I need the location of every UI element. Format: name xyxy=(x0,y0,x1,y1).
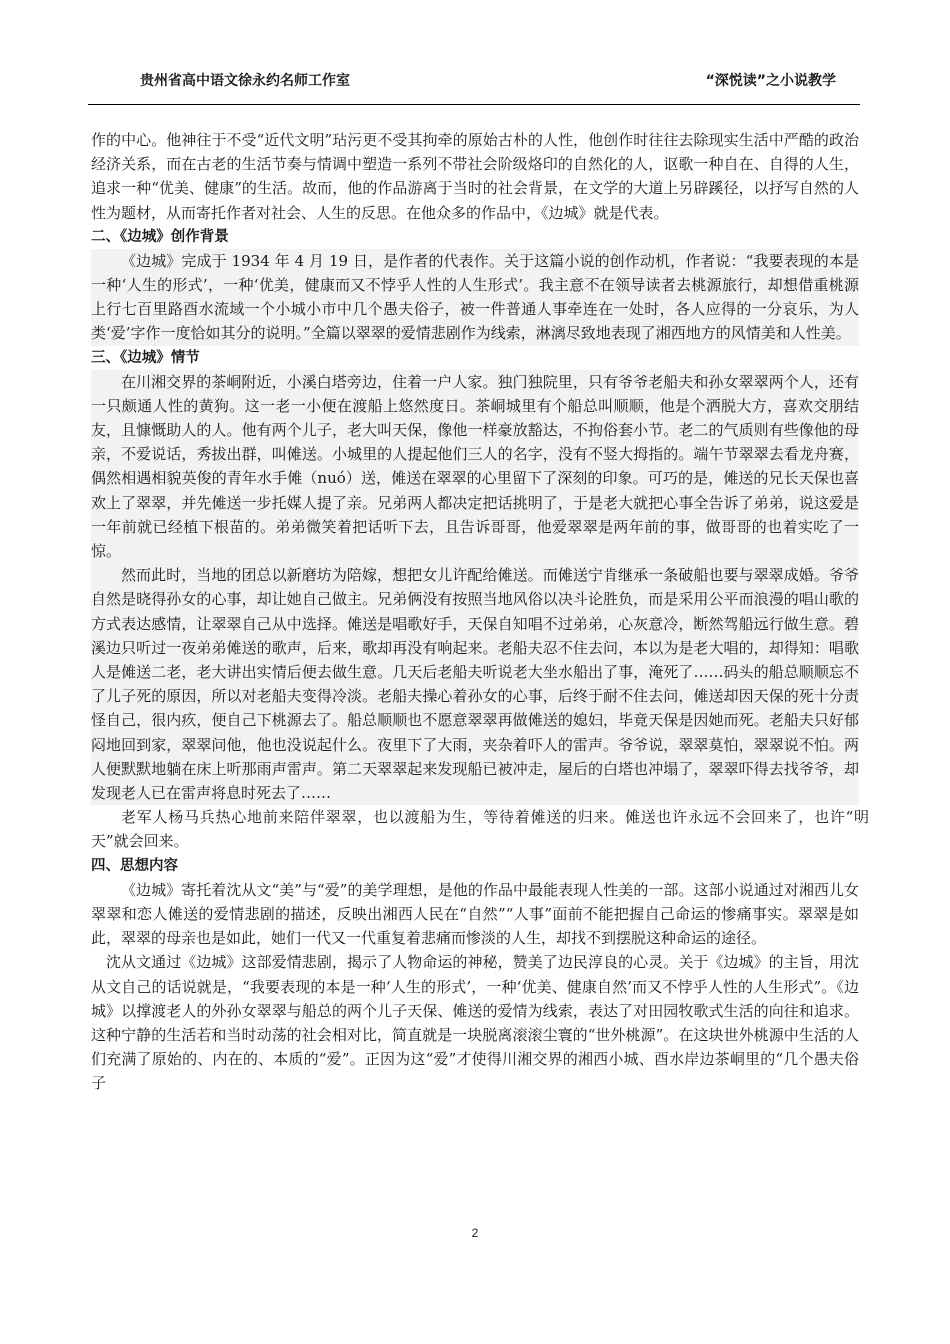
page-header xyxy=(88,68,860,105)
page-number: 2 xyxy=(471,1226,479,1240)
page-body xyxy=(91,128,869,1096)
intro-paragraph: 作的中心。他神往于不受“近代文明”玷污更不受其拘牵的原始古朴的人性，他创作时往往去除现实生活中严酷的政治经济关系，而在古老的生活节奏与情调中塑造一系列不带社会阶级烙印的自然化的人，讴歌一种自在、自得的人生，追求一种“优美、健康”的生活。故而，他的作品游离于当时的社会背景，在文学的大道上另辟蹊径，以抒写自然的人性为题材，从而寄托作者对社会、人生的反思。在他众多的作品中，《边城》就是代表。 xyxy=(91,131,859,222)
ideas-paragraph-2: 沈从文通过《边城》这部爱情悲剧，揭示了人物命运的神秘，赞美了边民淳良的心灵。关于《边城》的主旨，用沈从文自己的话说就是，“我要表现的本是一种‘人生的形式’，一种‘优美、健康自然’而又不悖乎人性的人生形式”。《边城》以撑渡老人的外孙女翠翠与船总的两个儿子天保、傩送的爱情为线索，表达了对田园牧歌式生活的向往和追求。这种宁静的生活若和当时动荡的社会相对比，简直就是一块脱离滚滚尘寰的“世外桃源”。在这块世外桃源中生活的人们充满了原始的、内在的、本质的“爱”。正因为这“爱”才使得川湘交界的湘西小城、酉水岸边茶峒里的“几个愚夫俗子 xyxy=(91,953,859,1093)
plot-paragraph-3: 老军人杨马兵热心地前来陪伴翠翠，也以渡船为生，等待着傩送的归来。傩送也许永远不会回来了，也许“明天”就会回来。 xyxy=(91,808,869,851)
background-paragraph: 《边城》完成于 1934 年 4 月 19 日，是作者的代表作。关于这篇小说的创作动机，作者说：“我要表现的本是一种‘人生的形式’，一种‘优美，健康而又不悖乎人性的人生形式’。我主意不在领导读者去桃源旅行，却想借重桃源上行七百里路酉水流域一个小城小市中几个愚夫俗子，被一件普通人事牵连在一处时，各人应得的一分哀乐，为人类‘爱’字作一度恰如其分的说明。”全篇以翠翠的爱情悲剧作为线索，淋漓尽致地表现了湘西地方的风情美和人性美。 xyxy=(91,249,859,346)
plot-paragraph-1: 在川湘交界的茶峒附近，小溪白塔旁边，住着一户人家。独门独院里，只有爷爷老船夫和孙女翠翠两个人，还有一只颇通人性的黄狗。这一老一小便在渡船上悠然度日。茶峒城里有个船总叫顺顺，他是个洒脱大方，喜欢交朋结友，且慷慨助人的人。他有两个儿子，老大叫天保，像他一样豪放豁达，不拘俗套小节。老二的气质则有些像他的母亲，不爱说话，秀拔出群，叫傩送。小城里的人提起他们三人的名字，没有不竖大拇指的。端午节翠翠去看龙舟赛，偶然相遇相貌英俊的青年水手傩（nuó）送，傩送在翠翠的心里留下了深刻的印象。可巧的是，傩送的兄长天保也喜欢上了翠翠，并先傩送一步托媒人提了亲。兄弟两人都决定把话挑明了，于是老大就把心事全告诉了弟弟，说这爱是一年前就已经植下根苗的。弟弟微笑着把话听下去，且告诉哥哥，他爱翠翠是两年前的事，做哥哥的也着实吃了一惊。 xyxy=(91,370,859,564)
plot-paragraph-2: 然而此时，当地的团总以新磨坊为陪嫁，想把女儿许配给傩送。而傩送宁肯继承一条破船也要与翠翠成婚。爷爷自然是晓得孙女的心事，却让她自己做主。兄弟俩没有按照当地风俗以决斗论胜负，而是采用公平而浪漫的唱山歌的方式表达感情，让翠翠自己从中选择。傩送是唱歌好手，天保自知唱不过弟弟，心灰意冷，断然驾船远行做生意。碧溪边只听过一夜弟弟傩送的歌声，后来，歌却再没有响起来。老船夫忍不住去问，本以为是老大唱的，却得知：唱歌人是傩送二老，老大讲出实情后便去做生意。几天后老船夫听说老大坐水船出了事，淹死了……码头的船总顺顺忘不了儿子死的原因，所以对老船夫变得冷淡。老船夫操心着孙女的心事，后终于耐不住去问，傩送却因天保的死十分责怪自己，很内疚，便自己下桃源去了。船总顺顺也不愿意翠翠再做傩送的媳妇，毕竟天保是因她而死。老船夫只好郁闷地回到家，翠翠问他，他也没说起什么。夜里下了大雨，夹杂着吓人的雷声。爷爷说，翠翠莫怕，翠翠说不怕。两人便默默地躺在床上听那雨声雷声。第二天翠翠起来发现船已被冲走，屋后的白塔也冲塌了，翠翠吓得去找爷爷，却发现老人已在雷声将息时死去了…… xyxy=(91,563,859,805)
header-course-title: “深悦读”之小说教学 xyxy=(705,73,836,89)
header-studio-name: 贵州省高中语文徐永约名师工作室 xyxy=(140,73,350,89)
section-heading-ideas: 四、思想内容 xyxy=(91,857,178,874)
ideas-paragraph-1: 《边城》寄托着沈从文“美”与“爱”的美学理想，是他的作品中最能表现人性美的一部。这部小说通过对湘西儿女翠翠和恋人傩送的爱情悲剧的描述，反映出湘西人民在“自然”“人事”面前不能把握自己命运的惨痛事实。翠翠是如此，翠翠的母亲也是如此，她们一代又一代重复着悲痛而惨淡的人生，却找不到摆脱这种命运的途径。 xyxy=(91,880,859,948)
section-heading-plot: 三、《边城》情节 xyxy=(91,349,200,366)
section-heading-background: 二、《边城》创作背景 xyxy=(91,228,229,245)
